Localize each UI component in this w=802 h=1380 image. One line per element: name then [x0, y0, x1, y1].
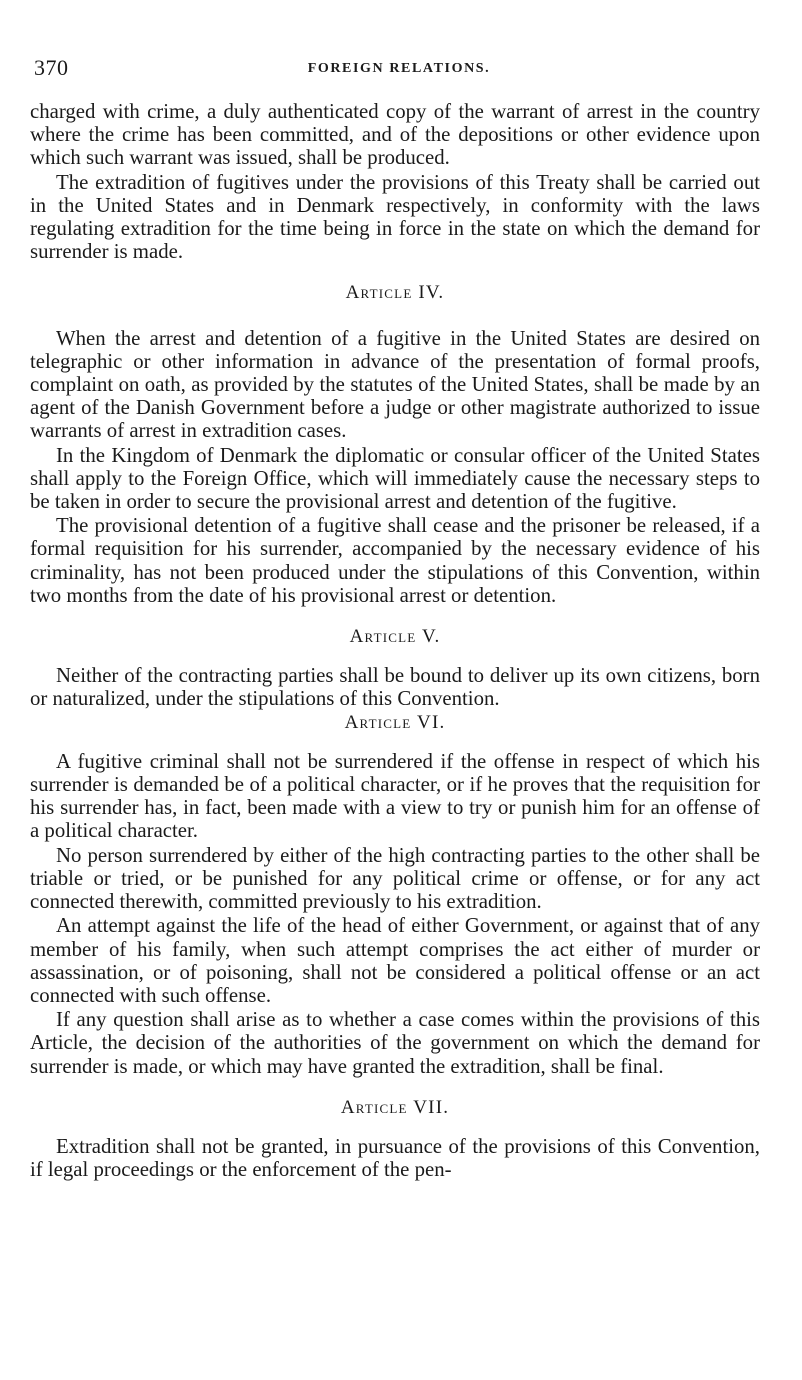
article-heading: Article IV. — [345, 282, 445, 304]
paragraph: In the Kingdom of Denmark the diplomatic or consular officer of the United States shall apply to the Foreign Office, which will immediately cause the necessary steps to be taken in order to secure the provisional arrest and detention of the fugitive. — [30, 443, 760, 514]
paragraph: charged with crime, a duly authenticated copy of the warrant of arrest in the country where the crime has been committed, and of the depositions or other evidence upon which such warrant was issued, shall be produced. — [30, 100, 760, 170]
paragraph: A fugitive criminal shall not be surrendered if the offense in respect of which his surrender is demanded be of a political character, or if he proves that the requisition for his surrender has, in fact, been made with a view to try or punish him for an offense of a political character. — [30, 749, 760, 843]
paragraph: If any question shall arise as to whether a case comes within the provisions of this Article, the decision of the authorities of the government on which the demand for surrender is made, or which may have granted the extradition, shall be final. — [30, 1008, 760, 1078]
paragraph: Neither of the contracting parties shall be bound to deliver up its own citizens, born or naturalized, under the stipulations of this Convention. — [30, 664, 760, 711]
article-heading: Article VI. — [344, 711, 446, 733]
paragraph: When the arrest and detention of a fugitive in the United States are desired on telegraphic or other information in advance of the presentation of formal proofs, complaint on oath, as provided by the statutes of the United States, shall be made by an agent of the Danish Government before a judge or other magistrate authorized to issue warrants of arrest in extradition cases. — [30, 326, 760, 443]
document-body — [30, 100, 760, 1181]
article-heading: Article VII. — [340, 1096, 450, 1118]
paragraph: An attempt against the life of the head of either Government, or against that of any member of his family, when such attempt comprises the act either of murder or assassination, or of poisoning, shall not be considered a political offense or an act connected with such offense. — [30, 914, 760, 1007]
paragraph: No person surrendered by either of the high contracting parties to the other shall be triable or tried, or be punished for any political crime or offense, or for any act connected therewith, committed previously to his extradition. — [30, 843, 760, 914]
article-heading: Article V. — [349, 626, 441, 648]
paragraph: The extradition of fugitives under the provisions of this Treaty shall be carried out in the United States and in Denmark respectively, in conformity with the laws regulating extradition for the time being in force in the state on which the demand for surrender is made. — [30, 170, 760, 264]
running-title: FOREIGN RELATIONS. — [307, 61, 491, 76]
page-number: 370 — [34, 55, 69, 80]
page-header — [34, 55, 764, 85]
paragraph: Extradition shall not be granted, in pursuance of the provisions of this Convention, if legal proceedings or the enforcement of the pen- — [30, 1134, 760, 1182]
paragraph: The provisional detention of a fugitive shall cease and the prisoner be released, if a formal requisition for his surrender, accompanied by the necessary evidence of his criminality, has not been produced under the stipulations of this Convention, within two months from the date of his provisional arrest or detention. — [30, 514, 760, 607]
